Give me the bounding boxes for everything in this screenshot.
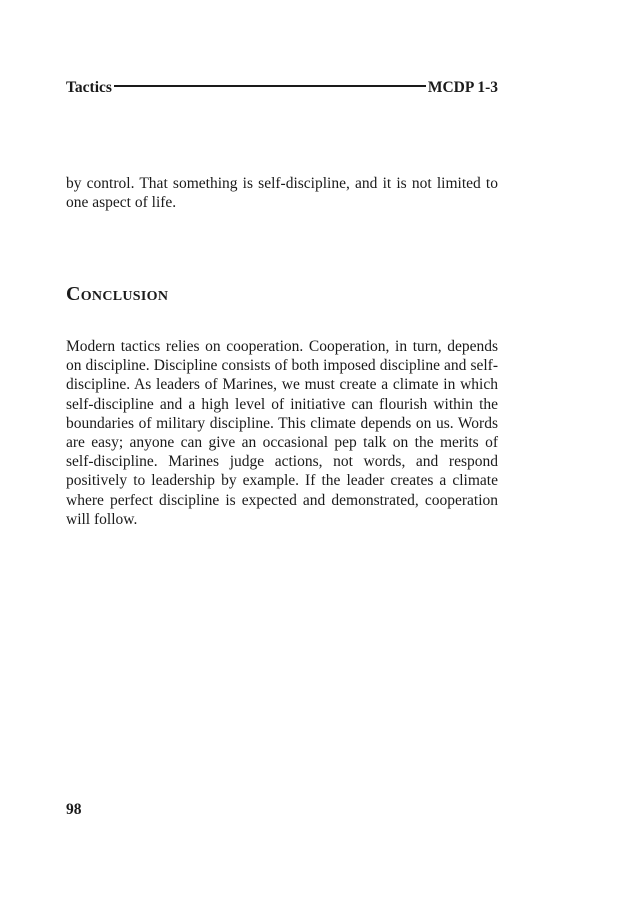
conclusion-paragraph: Modern tactics relies on cooperation. Cooperation, in turn, depends on discipline. Discipline consists of both imposed discipline and self-discipline. As leaders of Marines, we must create a climate in which self-discipline and a high level of initiative can flourish within the boundaries of military discipline. This climate depends on us. Words are easy; anyone can give an occasional pep talk on the merits of self-discipline. Marines judge actions, not words, and respond positively to leadership by example. If the leader creates a climate where perfect discipline is expected and demonstrated, cooperation will follow. [66, 338, 498, 528]
header-publication-code: MCDP 1-3 [427, 79, 498, 96]
header-book-title: Tactics [66, 79, 112, 96]
header-rule [114, 85, 426, 87]
running-header [66, 78, 498, 98]
continuation-paragraph: by control. That something is self-discipline, and it is not limited to one aspect of life. [66, 175, 498, 212]
section-heading: Conclusion [66, 283, 169, 305]
page-number: 98 [66, 801, 82, 818]
